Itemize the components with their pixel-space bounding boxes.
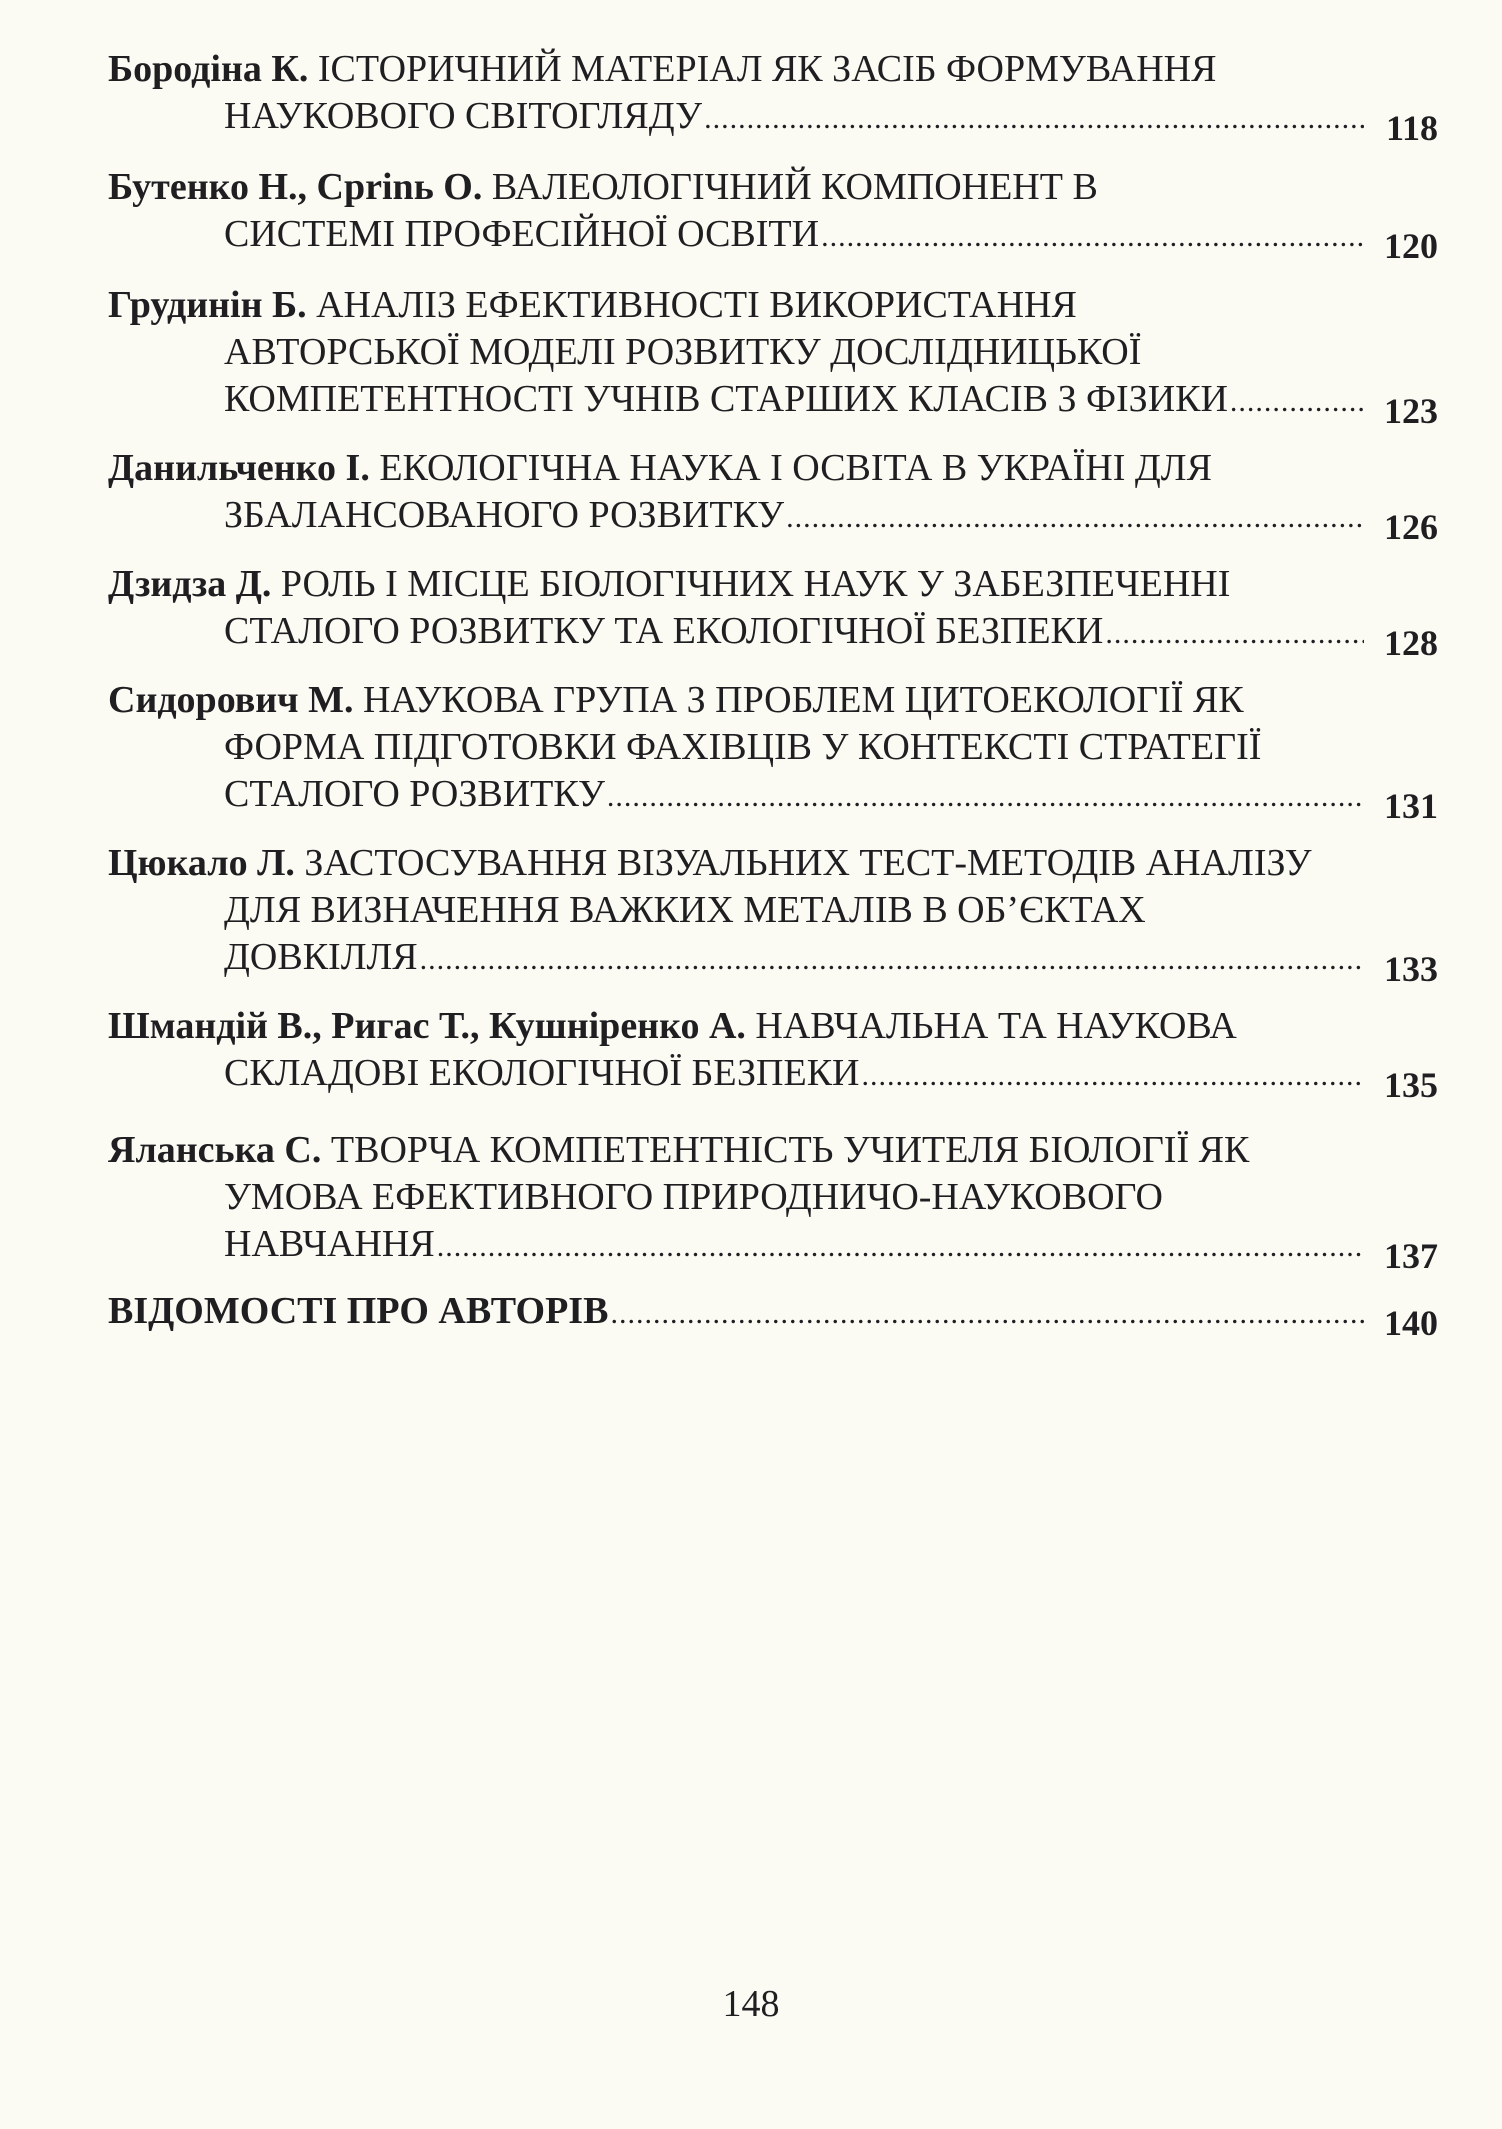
- toc-entry-title: ВАЛЕОЛОГІЧНИЙ КОМПОНЕНТ В: [491, 166, 1098, 208]
- toc-section-authors-info: [108, 1288, 1438, 1343]
- toc-entry-authors: Сидорович М.: [108, 679, 354, 721]
- toc-leader-dots: [786, 494, 1364, 541]
- toc-entry: [108, 840, 1438, 989]
- toc-leader-dots: [861, 1052, 1364, 1099]
- toc-entry-first-line: [108, 677, 1438, 724]
- toc-entry-title-end: НАУКОВОГО СВІТОГЛЯДУ: [224, 95, 703, 137]
- toc-entry-page: 137: [1384, 1236, 1438, 1276]
- toc-entry-last-line: [108, 1050, 1438, 1105]
- page-number: 148: [722, 1983, 780, 2025]
- toc-entry-page: 118: [1385, 108, 1438, 148]
- toc-entry-first-line: [108, 1003, 1438, 1050]
- toc-entry-title: НАУКОВА ГРУПА З ПРОБЛЕМ ЦИТОЕКОЛОГІЇ ЯК: [362, 679, 1244, 721]
- toc-entry-authors: Дзидза Д.: [108, 563, 272, 605]
- toc-entry-authors: Грудинін Б.: [108, 284, 307, 326]
- toc-leader-dots: [420, 936, 1364, 983]
- toc-entry: [108, 1003, 1438, 1105]
- toc-entry: [108, 445, 1438, 547]
- toc-entry-authors: Бородіна К.: [108, 48, 309, 90]
- toc-entry-first-line: [108, 1127, 1438, 1174]
- toc-entry: [108, 561, 1438, 663]
- toc-entry-title-end: КОМПЕТЕНТНОСТІ УЧНІВ СТАРШИХ КЛАСІВ З ФІЗИКИ: [224, 378, 1228, 420]
- toc-section-title: ВІДОМОСТІ ПРО АВТОРІВ: [108, 1290, 609, 1332]
- toc-entry-title-end: СТАЛОГО РОЗВИТКУ: [224, 773, 605, 815]
- toc-entry: [108, 282, 1438, 431]
- toc-entry: [108, 46, 1438, 148]
- toc-entry-last-line: [108, 771, 1438, 826]
- toc-entry-authors: Бутенко Н., Сprinь О.: [108, 166, 483, 208]
- toc-entry-title: ЗАСТОСУВАННЯ ВІЗУАЛЬНИХ ТЕСТ-МЕТОДІВ АНАЛІЗУ: [304, 842, 1312, 884]
- toc-entry-title-end: ДОВКІЛЛЯ: [224, 936, 418, 978]
- toc-entry-title: ІСТОРИЧНИЙ МАТЕРІАЛ ЯК ЗАСІБ ФОРМУВАННЯ: [317, 48, 1217, 90]
- toc-entry-last-line: [108, 93, 1438, 148]
- toc-entry-first-line: [108, 282, 1438, 329]
- toc-entry-title-end: НАВЧАННЯ: [224, 1223, 435, 1265]
- toc-entry-title-end: СИСТЕМІ ПРОФЕСІЙНОЇ ОСВІТИ: [224, 213, 820, 255]
- toc-entry-title: ТВОРЧА КОМПЕТЕНТНІСТЬ УЧИТЕЛЯ БІОЛОГІЇ ЯК: [330, 1129, 1250, 1171]
- toc-entry-title-end: СКЛАДОВІ ЕКОЛОГІЧНОЇ БЕЗПЕКИ: [224, 1052, 860, 1094]
- toc-entry: [108, 1127, 1438, 1276]
- toc-entry-page: 133: [1384, 949, 1438, 989]
- toc-entry-title: РОЛЬ І МІСЦЕ БІОЛОГІЧНИХ НАУК У ЗАБЕЗПЕЧЕННІ: [280, 563, 1231, 605]
- toc-entry-last-line: [108, 492, 1438, 547]
- toc-leader-dots: [610, 1290, 1364, 1337]
- toc-entry-page: 120: [1384, 226, 1438, 266]
- toc-entry-first-line: [108, 840, 1438, 887]
- toc-entry-first-line: [108, 445, 1438, 492]
- toc-entry-title-middle: АВТОРСЬКОЇ МОДЕЛІ РОЗВИТКУ ДОСЛІДНИЦЬКОЇ: [224, 331, 1142, 373]
- toc-entry-last-line: [108, 934, 1438, 989]
- toc-entry-last-line: [108, 1221, 1438, 1276]
- toc-entry-first-line: [108, 46, 1438, 93]
- toc-section-page: 140: [1384, 1303, 1438, 1343]
- toc-entry-title-end: СТАЛОГО РОЗВИТКУ ТА ЕКОЛОГІЧНОЇ БЕЗПЕКИ: [224, 610, 1104, 652]
- toc-entry-title: НАВЧАЛЬНА ТА НАУКОВА: [755, 1005, 1237, 1047]
- toc-section-line: [108, 1288, 1438, 1343]
- toc-entry-title-middle: ФОРМА ПІДГОТОВКИ ФАХІВЦІВ У КОНТЕКСТІ СТРАТЕГІЇ: [224, 726, 1262, 768]
- toc-entry-title-middle: ДЛЯ ВИЗНАЧЕННЯ ВАЖКИХ МЕТАЛІВ В ОБ’ЄКТАХ: [224, 889, 1146, 931]
- toc-entry-page: 135: [1384, 1065, 1438, 1105]
- toc-entry-title: АНАЛІЗ ЕФЕКТИВНОСТІ ВИКОРИСТАННЯ: [316, 284, 1077, 326]
- toc-entry-authors: Цюкало Л.: [108, 842, 295, 884]
- toc-entry-page: 128: [1384, 623, 1438, 663]
- toc-entry-last-line: [108, 211, 1438, 266]
- toc-entry-first-line: [108, 561, 1438, 608]
- toc-entry-authors: Данильченко І.: [108, 447, 370, 489]
- toc-entry-last-line: [108, 376, 1438, 431]
- toc-entry: [108, 677, 1438, 826]
- toc-entry-title-end: ЗБАЛАНСОВАНОГО РОЗВИТКУ: [224, 494, 785, 536]
- toc-leader-dots: [821, 213, 1364, 260]
- toc-entry-title: ЕКОЛОГІЧНА НАУКА І ОСВІТА В УКРАЇНІ ДЛЯ: [379, 447, 1212, 489]
- toc-leader-dots: [1230, 378, 1364, 425]
- toc-entry-title-middle: УМОВА ЕФЕКТИВНОГО ПРИРОДНИЧО-НАУКОВОГО: [224, 1176, 1163, 1218]
- toc-leader-dots: [607, 773, 1364, 820]
- toc-entry-first-line: [108, 164, 1438, 211]
- toc-entry-authors: Шмандій В., Ригас Т., Кушніренко А.: [108, 1005, 746, 1047]
- toc-leader-dots: [1105, 610, 1364, 657]
- toc-leader-dots: [704, 95, 1364, 142]
- toc-entry-page: 126: [1384, 507, 1438, 547]
- toc-entry-last-line: [108, 608, 1438, 663]
- toc-leader-dots: [437, 1223, 1364, 1270]
- toc-entry: [108, 164, 1438, 266]
- table-of-contents: [108, 46, 1438, 1343]
- toc-entry-page: 131: [1384, 786, 1438, 826]
- toc-entry-page: 123: [1384, 391, 1438, 431]
- toc-entry-authors: Яланська С.: [108, 1129, 322, 1171]
